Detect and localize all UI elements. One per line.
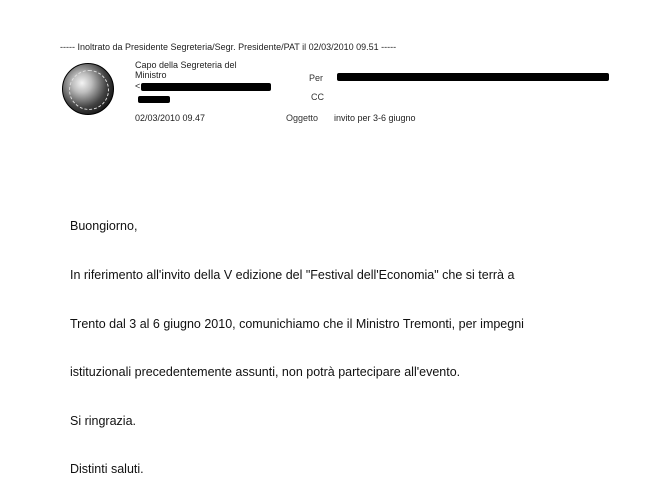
message-line: Buongiorno,	[70, 219, 138, 234]
message-line: Distinti saluti.	[70, 462, 144, 477]
redacted-recipient	[337, 73, 609, 81]
redacted-sender-email	[141, 83, 271, 91]
sender-name-line1: Capo della Segreteria del	[135, 60, 237, 70]
sender-logo	[62, 63, 114, 115]
sender-name-line2: Ministro	[135, 70, 167, 80]
to-label: Per	[309, 73, 324, 83]
message-line: istituzionali precedentemente assunti, non potrà partecipare all'evento.	[70, 365, 461, 380]
forwarded-header: ----- Inoltrato da Presidente Segreteria/Segr. Presidente/PAT il 02/03/2010 09.51 -----	[60, 42, 397, 52]
message-line: In riferimento all'invito della V edizione del "Festival dell'Economia" che si terrà a	[70, 268, 515, 283]
subject-label: Oggetto	[286, 113, 319, 123]
redacted-sender-email-2	[138, 96, 170, 103]
cc-label: CC	[311, 92, 324, 102]
sent-date: 02/03/2010 09.47	[135, 113, 206, 123]
subject-value: invito per 3-6 giugno	[334, 113, 416, 123]
message-body	[70, 186, 524, 494]
message-line: Si ringrazia.	[70, 413, 136, 428]
sender-email-prefix: <	[135, 81, 141, 91]
message-line: Trento dal 3 al 6 giugno 2010, comunichiamo che il Ministro Tremonti, per impegni	[70, 316, 524, 331]
